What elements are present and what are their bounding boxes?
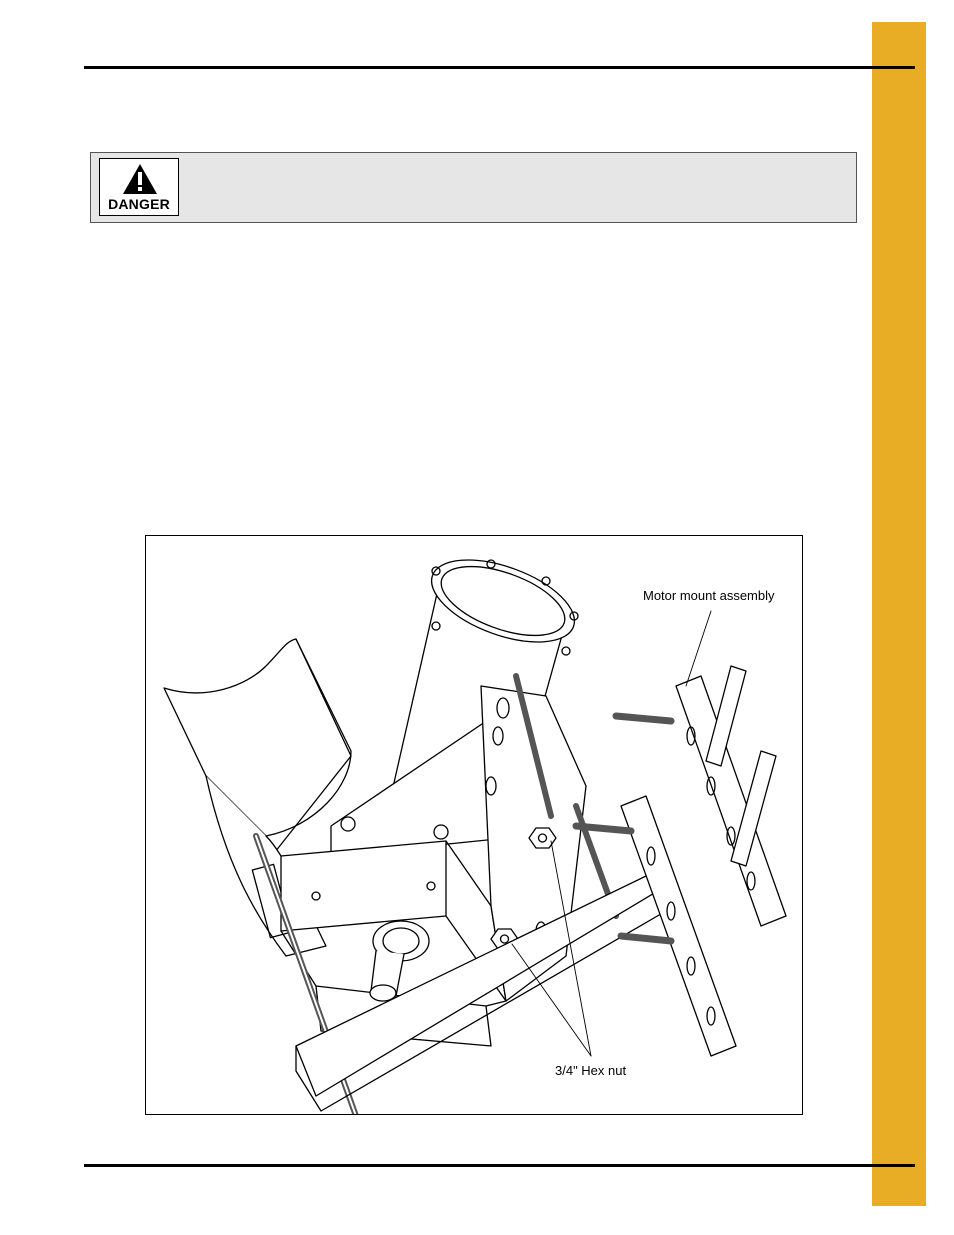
header-rule <box>84 66 915 69</box>
callout-motor-mount-assembly: Motor mount assembly <box>643 588 775 603</box>
danger-badge <box>99 158 179 216</box>
danger-label: DANGER <box>108 196 170 212</box>
callout-hex-nut: 3/4" Hex nut <box>555 1063 627 1078</box>
motor-mount-illustration <box>146 536 802 1114</box>
warning-triangle-icon <box>122 163 158 195</box>
footer-rule <box>84 1164 915 1167</box>
chapter-side-tab <box>872 22 926 1206</box>
danger-notice-box <box>90 152 857 223</box>
motor-mount-figure <box>145 535 803 1115</box>
